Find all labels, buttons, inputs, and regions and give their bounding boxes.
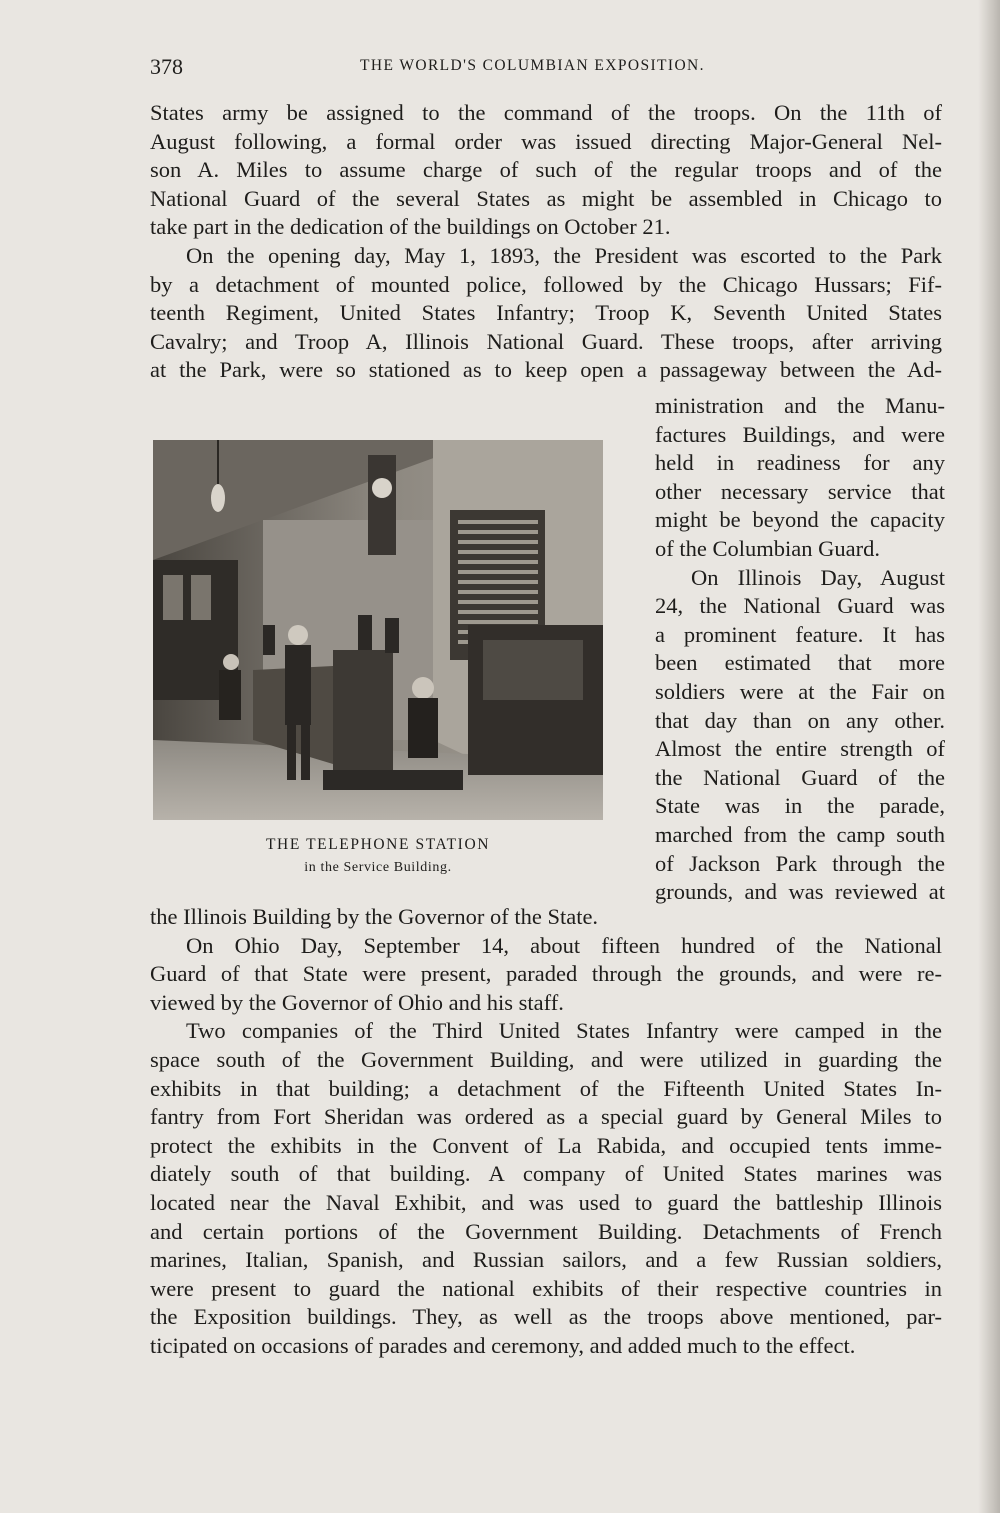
telephone-station-photo xyxy=(153,440,603,820)
body-text-bottom xyxy=(150,903,942,1361)
text-line: States army be assigned to the command of the troops. On the 11th of xyxy=(150,100,942,125)
text-line: Guard of that State were present, paraded through the grounds, and were re- xyxy=(150,961,942,987)
text-line: and certain portions of the Government Building. Detachments of French xyxy=(150,1218,942,1244)
body-text-column xyxy=(655,392,945,907)
text-line: ministration and the Manu- xyxy=(655,393,945,418)
text-line: were present to guard the national exhibits of their respective countries in xyxy=(150,1275,942,1301)
text-line: National Guard of the several States as might be assembled in Chicago to xyxy=(150,185,942,211)
text-line: protect the exhibits in the Convent of La Rabida, and occupied tents imme- xyxy=(150,1132,942,1158)
body-text-top xyxy=(150,99,942,385)
text-line: ticipated on occasions of parades and ceremony, and added much to the effect. xyxy=(150,1332,856,1358)
caption-subtitle: in the Service Building. xyxy=(304,860,452,875)
text-line: by a detachment of mounted police, followed by the Chicago Hussars; Fif- xyxy=(150,271,942,297)
photo-illustration xyxy=(153,440,603,820)
figure-caption xyxy=(153,836,603,876)
text-line: been estimated that more xyxy=(655,650,945,676)
text-line: marines, Italian, Spanish, and Russian sailors, and a few Russian soldiers, xyxy=(150,1247,942,1273)
running-head xyxy=(150,54,950,84)
text-line: diately south of that building. A company of United States marines was xyxy=(150,1161,942,1187)
text-line: grounds, and was reviewed at xyxy=(655,879,945,905)
text-line: the Exposition buildings. They, as well as the troops above mentioned, par- xyxy=(150,1304,942,1330)
text-line: held in readiness for any xyxy=(655,450,945,476)
text-line: of Jackson Park through the xyxy=(655,850,945,876)
text-line: marched from the camp south xyxy=(655,821,945,847)
text-line: Two companies of the Third United States Infantry were camped in the xyxy=(186,1018,942,1044)
text-line: might be beyond the capacity xyxy=(655,507,945,533)
text-line: soldiers were at the Fair on xyxy=(655,678,945,704)
text-line: viewed by the Governor of Ohio and his staff. xyxy=(150,989,564,1015)
text-line: space south of the Government Building, and were utilized in guarding the xyxy=(150,1046,942,1072)
text-line: located near the Naval Exhibit, and was used to guard the battleship Illinois xyxy=(150,1189,942,1215)
text-line: On Illinois Day, August xyxy=(691,564,945,590)
caption-title: THE TELEPHONE STATION xyxy=(265,836,491,853)
text-line: son A. Miles to assume charge of such of the regular troops and of the xyxy=(150,157,942,183)
text-line: fantry from Fort Sheridan was ordered as a special guard by General Miles to xyxy=(150,1104,942,1130)
running-title: THE WORLD'S COLUMBIAN EXPOSITION. xyxy=(360,57,705,74)
page-number: 378 xyxy=(150,54,183,79)
text-line: State was in the parade, xyxy=(655,793,945,819)
text-line: Almost the entire strength of xyxy=(655,736,945,762)
text-line: that day than on any other. xyxy=(655,707,945,733)
text-line: exhibits in that building; a detachment of the Fifteenth United States In- xyxy=(150,1075,942,1101)
text-line: the Illinois Building by the Governor of the State. xyxy=(150,904,599,929)
text-line: factures Buildings, and were xyxy=(655,421,945,447)
page-edge-shadow xyxy=(978,0,1000,1513)
text-line: of the Columbian Guard. xyxy=(655,535,880,561)
text-line: other necessary service that xyxy=(655,478,945,504)
text-line: August following, a formal order was issued directing Major-General Nel- xyxy=(150,128,942,154)
text-line: at the Park, were so stationed as to keep open a passageway between the Ad- xyxy=(150,357,942,383)
text-line: Cavalry; and Troop A, Illinois National Guard. These troops, after arriving xyxy=(150,328,942,354)
text-line: On the opening day, May 1, 1893, the President was escorted to the Park xyxy=(186,242,942,268)
text-line: On Ohio Day, September 14, about fifteen hundred of the National xyxy=(186,932,942,958)
text-line: a prominent feature. It has xyxy=(655,621,945,647)
text-line: 24, the National Guard was xyxy=(655,593,945,619)
text-line: take part in the dedication of the buildings on October 21. xyxy=(150,214,671,240)
text-line: teenth Regiment, United States Infantry; Troop K, Seventh United States xyxy=(150,300,942,326)
text-line: the National Guard of the xyxy=(655,764,945,790)
